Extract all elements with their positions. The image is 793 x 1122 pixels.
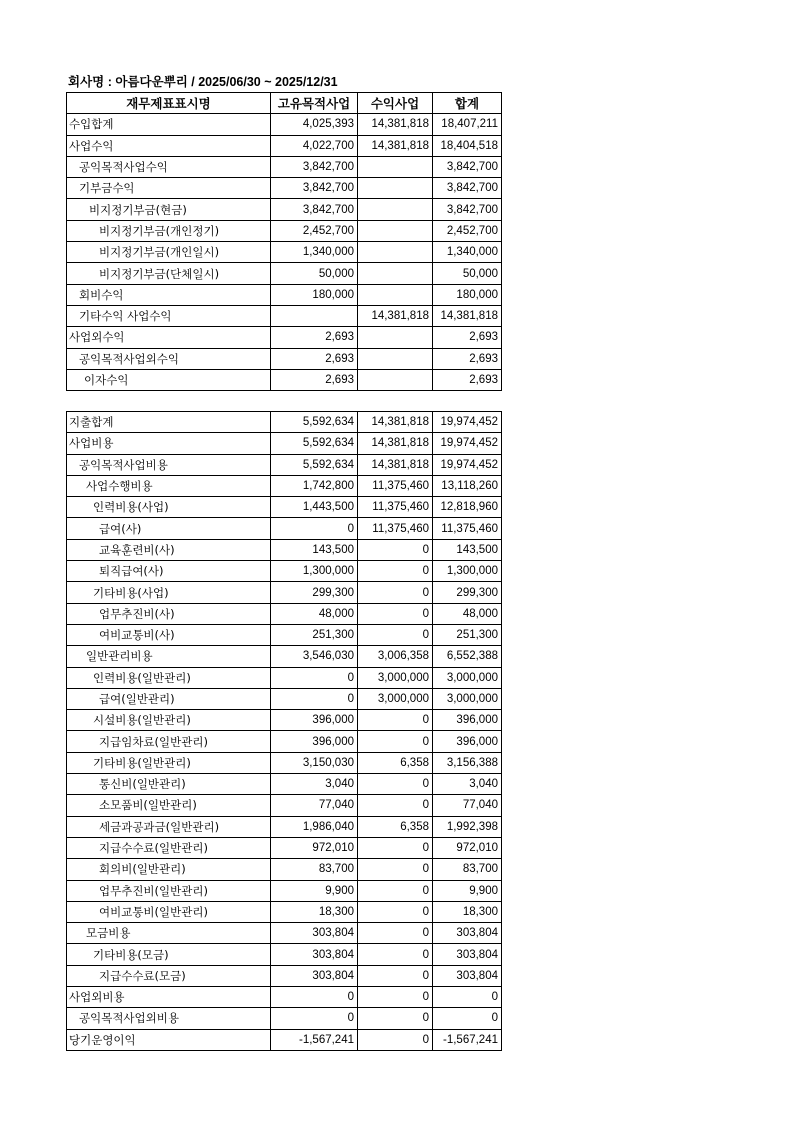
table-row [67, 752, 502, 773]
nonprofit-value-cell: 48,000 [271, 603, 358, 624]
total-value-cell: 0 [433, 1008, 502, 1029]
account-name-cell: 사업외수익 [67, 327, 271, 348]
account-name-cell: 공익목적사업비용 [67, 454, 271, 475]
table-row [67, 284, 502, 305]
profit-value-cell [358, 284, 433, 305]
table-row [67, 582, 502, 603]
account-name-cell: 회비수익 [67, 284, 271, 305]
nonprofit-value-cell: 2,693 [271, 327, 358, 348]
account-name-cell: 사업수행비용 [67, 475, 271, 496]
account-name-cell: 비지정기부금(현금) [67, 199, 271, 220]
table-row [67, 816, 502, 837]
table-row [67, 987, 502, 1008]
nonprofit-value-cell: 303,804 [271, 944, 358, 965]
profit-value-cell: 0 [358, 965, 433, 986]
table-row [67, 837, 502, 858]
account-name-cell: 수입합계 [67, 114, 271, 135]
nonprofit-value-cell: 396,000 [271, 731, 358, 752]
total-value-cell: 19,974,452 [433, 454, 502, 475]
total-value-cell: 19,974,452 [433, 412, 502, 433]
total-value-cell: 83,700 [433, 859, 502, 880]
total-value-cell: 972,010 [433, 837, 502, 858]
account-name-cell: 기타비용(일반관리) [67, 752, 271, 773]
profit-value-cell: 14,381,818 [358, 305, 433, 326]
table-row [67, 454, 502, 475]
account-name-cell: 당기운영이익 [67, 1029, 271, 1050]
account-name-cell: 공익목적사업수익 [67, 156, 271, 177]
profit-value-cell: 0 [358, 923, 433, 944]
account-name-cell: 기타비용(사업) [67, 582, 271, 603]
table-row [67, 348, 502, 369]
profit-value-cell: 14,381,818 [358, 454, 433, 475]
nonprofit-value-cell: 77,040 [271, 795, 358, 816]
nonprofit-value-cell: 83,700 [271, 859, 358, 880]
profit-value-cell: 0 [358, 582, 433, 603]
profit-value-cell: 14,381,818 [358, 433, 433, 454]
profit-value-cell: 0 [358, 539, 433, 560]
nonprofit-value-cell: 1,742,800 [271, 475, 358, 496]
total-value-cell: 50,000 [433, 263, 502, 284]
profit-value-cell [358, 369, 433, 390]
nonprofit-value-cell: 0 [271, 1008, 358, 1029]
profit-value-cell [358, 327, 433, 348]
profit-value-cell [358, 199, 433, 220]
nonprofit-value-cell: 4,025,393 [271, 114, 358, 135]
account-name-cell: 지급임차료(일반관리) [67, 731, 271, 752]
table-row [67, 688, 502, 709]
account-name-cell: 사업수익 [67, 135, 271, 156]
account-name-cell: 기부금수익 [67, 178, 271, 199]
nonprofit-value-cell: 0 [271, 667, 358, 688]
table-row [67, 497, 502, 518]
nonprofit-value-cell: 1,443,500 [271, 497, 358, 518]
account-name-cell: 급여(일반관리) [67, 688, 271, 709]
total-value-cell: 3,842,700 [433, 156, 502, 177]
nonprofit-value-cell: 251,300 [271, 624, 358, 645]
nonprofit-value-cell: 4,022,700 [271, 135, 358, 156]
total-value-cell: 6,552,388 [433, 646, 502, 667]
table-row [67, 901, 502, 922]
profit-value-cell: 0 [358, 987, 433, 1008]
profit-value-cell: 0 [358, 624, 433, 645]
profit-value-cell: 3,006,358 [358, 646, 433, 667]
nonprofit-value-cell [271, 305, 358, 326]
total-value-cell: 18,404,518 [433, 135, 502, 156]
table-row [67, 369, 502, 390]
table-row [67, 433, 502, 454]
expense-table [66, 411, 502, 1051]
table-row [67, 561, 502, 582]
table-row [67, 795, 502, 816]
header-total: 합계 [433, 93, 502, 114]
table-row [67, 774, 502, 795]
nonprofit-value-cell: -1,567,241 [271, 1029, 358, 1050]
table-header-row [67, 93, 502, 114]
table-row [67, 603, 502, 624]
total-value-cell: 3,000,000 [433, 667, 502, 688]
account-name-cell: 시설비용(일반관리) [67, 710, 271, 731]
account-name-cell: 업무추진비(일반관리) [67, 880, 271, 901]
nonprofit-value-cell: 0 [271, 987, 358, 1008]
nonprofit-value-cell: 3,546,030 [271, 646, 358, 667]
total-value-cell: 12,818,960 [433, 497, 502, 518]
nonprofit-value-cell: 5,592,634 [271, 433, 358, 454]
account-name-cell: 사업비용 [67, 433, 271, 454]
account-name-cell: 교육훈련비(사) [67, 539, 271, 560]
table-row [67, 667, 502, 688]
table-row [67, 178, 502, 199]
header-profit-business: 수익사업 [358, 93, 433, 114]
company-period-header: 회사명 : 아름다운뿌리 / 2025/06/30 ~ 2025/12/31 [68, 75, 338, 89]
nonprofit-value-cell: 5,592,634 [271, 454, 358, 475]
account-name-cell: 지급수수료(모금) [67, 965, 271, 986]
total-value-cell: 2,693 [433, 327, 502, 348]
table-row [67, 859, 502, 880]
income-table [66, 92, 502, 391]
total-value-cell: 18,300 [433, 901, 502, 922]
table-row [67, 242, 502, 263]
nonprofit-value-cell: 1,986,040 [271, 816, 358, 837]
table-row [67, 305, 502, 326]
total-value-cell: 3,842,700 [433, 199, 502, 220]
account-name-cell: 업무추진비(사) [67, 603, 271, 624]
total-value-cell: 3,040 [433, 774, 502, 795]
nonprofit-value-cell: 972,010 [271, 837, 358, 858]
nonprofit-value-cell: 180,000 [271, 284, 358, 305]
nonprofit-value-cell: 299,300 [271, 582, 358, 603]
nonprofit-value-cell: 2,693 [271, 369, 358, 390]
total-value-cell: 143,500 [433, 539, 502, 560]
profit-value-cell: 0 [358, 774, 433, 795]
total-value-cell: 14,381,818 [433, 305, 502, 326]
nonprofit-value-cell: 3,842,700 [271, 178, 358, 199]
total-value-cell: 9,900 [433, 880, 502, 901]
table-row [67, 327, 502, 348]
profit-value-cell [358, 263, 433, 284]
table-row [67, 475, 502, 496]
account-name-cell: 세금과공과금(일반관리) [67, 816, 271, 837]
account-name-cell: 사업외비용 [67, 987, 271, 1008]
table-row [67, 965, 502, 986]
header-nonprofit-purpose: 고유목적사업 [271, 93, 358, 114]
total-value-cell: 303,804 [433, 965, 502, 986]
total-value-cell: 3,156,388 [433, 752, 502, 773]
profit-value-cell: 0 [358, 944, 433, 965]
profit-value-cell: 6,358 [358, 752, 433, 773]
total-value-cell: -1,567,241 [433, 1029, 502, 1050]
table-row [67, 944, 502, 965]
total-value-cell: 11,375,460 [433, 518, 502, 539]
profit-value-cell: 11,375,460 [358, 518, 433, 539]
table-row [67, 923, 502, 944]
profit-value-cell: 0 [358, 859, 433, 880]
table-row [67, 731, 502, 752]
total-value-cell: 1,300,000 [433, 561, 502, 582]
account-name-cell: 공익목적사업외비용 [67, 1008, 271, 1029]
account-name-cell: 기타비용(모금) [67, 944, 271, 965]
profit-value-cell: 0 [358, 1008, 433, 1029]
account-name-cell: 지급수수료(일반관리) [67, 837, 271, 858]
profit-value-cell [358, 220, 433, 241]
profit-value-cell: 0 [358, 1029, 433, 1050]
table-row [67, 646, 502, 667]
total-value-cell: 19,974,452 [433, 433, 502, 454]
profit-value-cell: 14,381,818 [358, 135, 433, 156]
total-value-cell: 303,804 [433, 923, 502, 944]
total-value-cell: 303,804 [433, 944, 502, 965]
account-name-cell: 회의비(일반관리) [67, 859, 271, 880]
nonprofit-value-cell: 3,040 [271, 774, 358, 795]
nonprofit-value-cell: 1,340,000 [271, 242, 358, 263]
account-name-cell: 비지정기부금(개인정기) [67, 220, 271, 241]
nonprofit-value-cell: 0 [271, 688, 358, 709]
total-value-cell: 299,300 [433, 582, 502, 603]
total-value-cell: 396,000 [433, 731, 502, 752]
nonprofit-value-cell: 1,300,000 [271, 561, 358, 582]
table-row [67, 880, 502, 901]
total-value-cell: 2,693 [433, 369, 502, 390]
table-row [67, 220, 502, 241]
nonprofit-value-cell: 396,000 [271, 710, 358, 731]
nonprofit-value-cell: 2,693 [271, 348, 358, 369]
account-name-cell: 여비교통비(일반관리) [67, 901, 271, 922]
table-row [67, 199, 502, 220]
table-row [67, 412, 502, 433]
profit-value-cell: 14,381,818 [358, 412, 433, 433]
table-row [67, 156, 502, 177]
account-name-cell: 비지정기부금(단체일시) [67, 263, 271, 284]
nonprofit-value-cell: 143,500 [271, 539, 358, 560]
total-value-cell: 251,300 [433, 624, 502, 645]
table-row [67, 1008, 502, 1029]
table-row [67, 710, 502, 731]
account-name-cell: 모금비용 [67, 923, 271, 944]
total-value-cell: 180,000 [433, 284, 502, 305]
account-name-cell: 기타수익 사업수익 [67, 305, 271, 326]
nonprofit-value-cell: 5,592,634 [271, 412, 358, 433]
profit-value-cell: 11,375,460 [358, 497, 433, 518]
nonprofit-value-cell: 303,804 [271, 923, 358, 944]
profit-value-cell [358, 156, 433, 177]
total-value-cell: 0 [433, 987, 502, 1008]
profit-value-cell: 11,375,460 [358, 475, 433, 496]
account-name-cell: 지출합계 [67, 412, 271, 433]
account-name-cell: 이자수익 [67, 369, 271, 390]
total-value-cell: 2,693 [433, 348, 502, 369]
total-value-cell: 1,992,398 [433, 816, 502, 837]
profit-value-cell: 0 [358, 901, 433, 922]
profit-value-cell: 6,358 [358, 816, 433, 837]
nonprofit-value-cell: 9,900 [271, 880, 358, 901]
profit-value-cell [358, 242, 433, 263]
profit-value-cell: 0 [358, 561, 433, 582]
total-value-cell: 3,000,000 [433, 688, 502, 709]
nonprofit-value-cell: 50,000 [271, 263, 358, 284]
table-row [67, 114, 502, 135]
nonprofit-value-cell: 3,842,700 [271, 156, 358, 177]
profit-value-cell: 14,381,818 [358, 114, 433, 135]
total-value-cell: 3,842,700 [433, 178, 502, 199]
nonprofit-value-cell: 18,300 [271, 901, 358, 922]
table-row [67, 518, 502, 539]
profit-value-cell [358, 348, 433, 369]
table-row [67, 539, 502, 560]
nonprofit-value-cell: 303,804 [271, 965, 358, 986]
profit-value-cell: 0 [358, 837, 433, 858]
account-name-cell: 소모품비(일반관리) [67, 795, 271, 816]
account-name-cell: 인력비용(일반관리) [67, 667, 271, 688]
table-row [67, 263, 502, 284]
total-value-cell: 2,452,700 [433, 220, 502, 241]
nonprofit-value-cell: 2,452,700 [271, 220, 358, 241]
profit-value-cell: 3,000,000 [358, 688, 433, 709]
profit-value-cell: 0 [358, 880, 433, 901]
account-name-cell: 인력비용(사업) [67, 497, 271, 518]
total-value-cell: 396,000 [433, 710, 502, 731]
profit-value-cell: 0 [358, 795, 433, 816]
nonprofit-value-cell: 3,842,700 [271, 199, 358, 220]
header-account-name: 재무제표표시명 [67, 93, 271, 114]
profit-value-cell: 0 [358, 710, 433, 731]
account-name-cell: 일반관리비용 [67, 646, 271, 667]
profit-value-cell: 3,000,000 [358, 667, 433, 688]
account-name-cell: 공익목적사업외수익 [67, 348, 271, 369]
profit-value-cell: 0 [358, 731, 433, 752]
total-value-cell: 13,118,260 [433, 475, 502, 496]
nonprofit-value-cell: 3,150,030 [271, 752, 358, 773]
table-row [67, 624, 502, 645]
profit-value-cell [358, 178, 433, 199]
account-name-cell: 급여(사) [67, 518, 271, 539]
account-name-cell: 비지정기부금(개인일시) [67, 242, 271, 263]
account-name-cell: 여비교통비(사) [67, 624, 271, 645]
nonprofit-value-cell: 0 [271, 518, 358, 539]
total-value-cell: 18,407,211 [433, 114, 502, 135]
account-name-cell: 통신비(일반관리) [67, 774, 271, 795]
table-row [67, 1029, 502, 1050]
table-row [67, 135, 502, 156]
profit-value-cell: 0 [358, 603, 433, 624]
total-value-cell: 77,040 [433, 795, 502, 816]
total-value-cell: 48,000 [433, 603, 502, 624]
total-value-cell: 1,340,000 [433, 242, 502, 263]
account-name-cell: 퇴직급여(사) [67, 561, 271, 582]
